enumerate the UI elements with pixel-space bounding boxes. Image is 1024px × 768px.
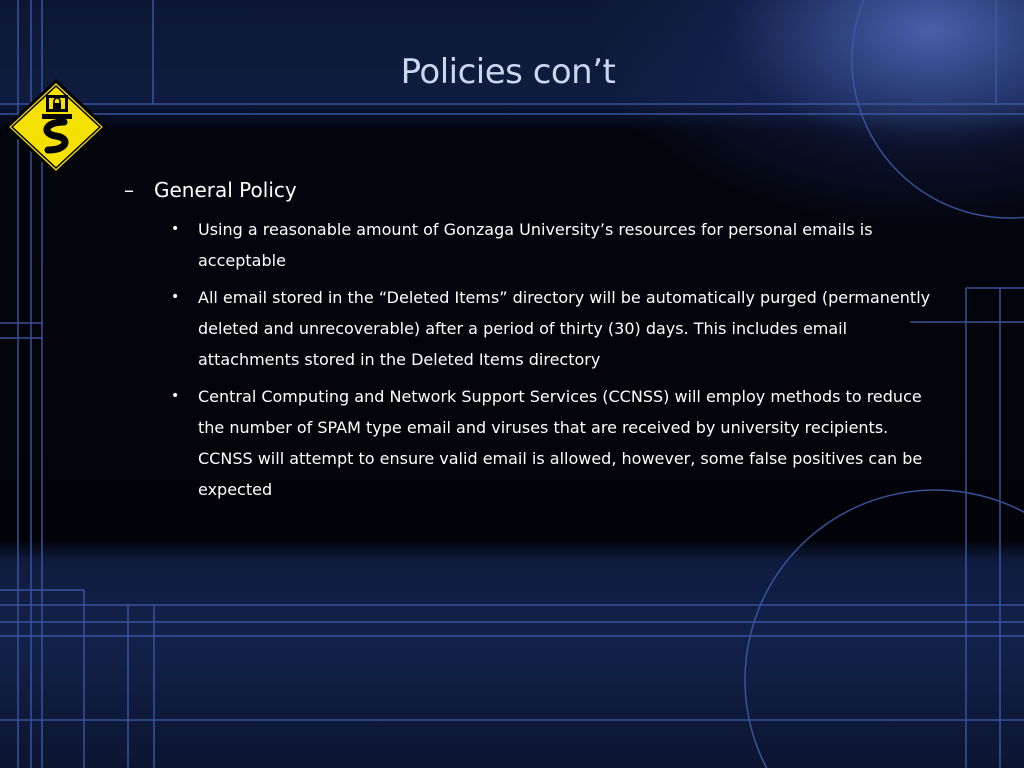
bullet-marker: • (171, 289, 180, 305)
bullet-text: Using a reasonable amount of Gonzaga University’s resources for personal emails is acceptable (198, 220, 873, 270)
bullet-text: Central Computing and Network Support Services (CCNSS) will employ methods to reduce the number of SPAM type email and viruses that are received by university recipients. CCNSS will attempt to ensure valid email is allowed, however, some false positives can be expected (198, 387, 923, 499)
section-heading: General Policy (154, 178, 297, 202)
list-item (171, 282, 940, 375)
slide-title: Policies con’t (400, 52, 616, 92)
bullet-marker: • (171, 221, 180, 237)
list-item (171, 381, 940, 505)
bullet-list (120, 214, 940, 505)
bullet-text: All email stored in the “Deleted Items” directory will be automatically purged (permanently deleted and unrecoverable) after a period of thirty (30) days. This includes email attachments stored in the Deleted Items directory (198, 288, 931, 369)
list-item (171, 214, 940, 276)
section-heading-row (120, 176, 940, 204)
bullet-marker: • (171, 388, 180, 404)
slide-body (120, 176, 940, 511)
road-sign-security-icon (4, 78, 108, 176)
dash-marker: – (124, 178, 134, 202)
